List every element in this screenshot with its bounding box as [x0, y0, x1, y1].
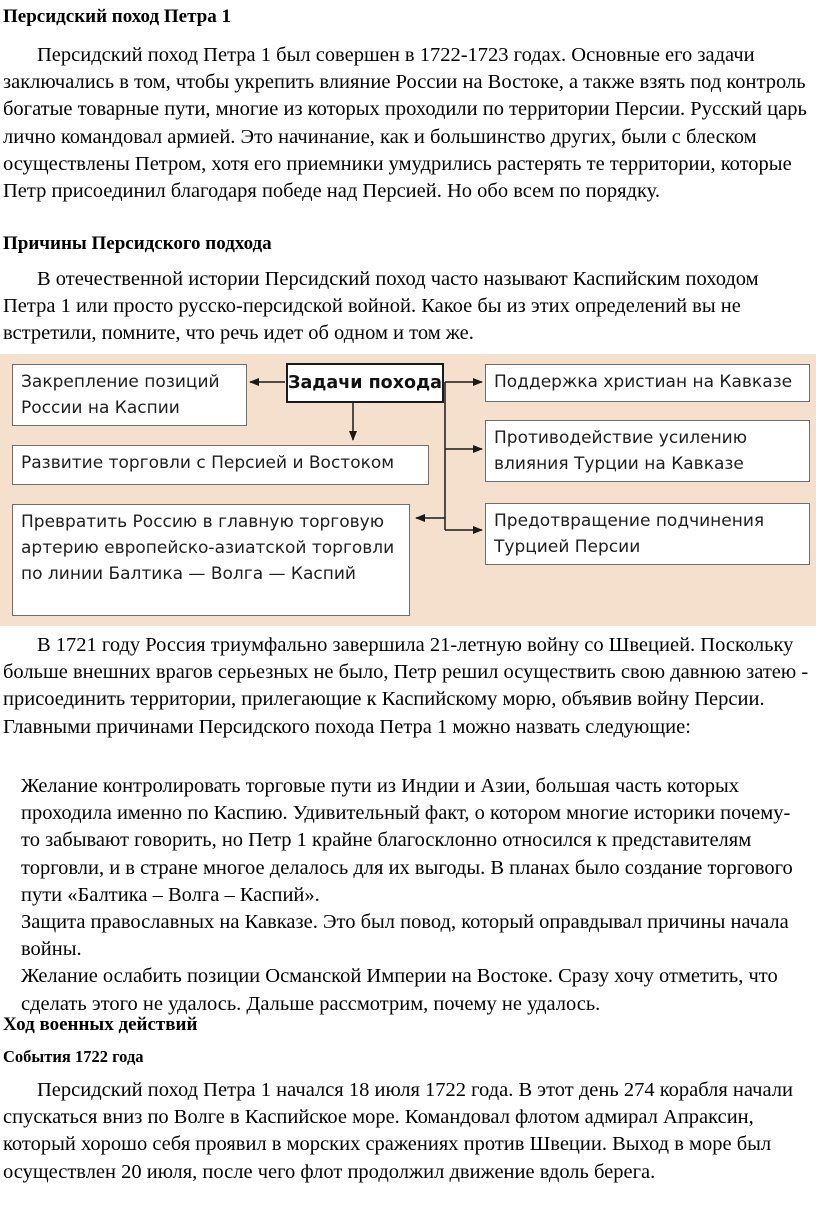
goal-right-1: Поддержка христиан на Кавказе [485, 364, 810, 402]
context-paragraph: В 1721 году Россия триумфально завершила 21-летную войну со Швецией. Поскольку больше внешних врагов серьезных не было, Петр решил осуществить свою давнюю затею - присоединить территории, прилегающие к Каспийскому морю, объявив войну Персии. Главными причинами Персидского похода Петра 1 можно назвать следующие: [3, 634, 809, 738]
cause-item: Желание ослабить позиции Османской Империи на Востоке. Сразу хочу отметить, что сделать этого не удалось. Дальше рассмотрим, почему не удалось. [21, 965, 778, 1015]
main-heading: Персидский поход Петра 1 [3, 6, 231, 27]
goal-left-1: Закрепление позиций России на Каспии [12, 364, 247, 426]
goals-center-box: Задачи похода [286, 363, 444, 403]
campaign-goals-diagram [0, 354, 816, 626]
events-1722-heading: События 1722 года [3, 1047, 144, 1066]
war-heading: Ход военных действий [3, 1014, 198, 1035]
cause-item: Защита православных на Кавказе. Это был повод, который оправдывал причины начала войны. [21, 911, 789, 961]
goal-right-2: Противодействие усилению влияния Турции на Кавказе [485, 420, 810, 482]
goal-left-3: Превратить Россию в главную торговую артерию европейско-азиатской торговли по линии Балтика — Волга — Каспий [12, 504, 410, 616]
goal-left-2: Развитие торговли с Персией и Востоком [12, 445, 429, 485]
cause-item: Желание контролировать торговые пути из Индии и Азии, большая часть которых проходила именно по Каспию. Удивительный факт, о котором многие историки почему-то забывают говорить, но Петр 1 крайне благосклонно относился к представителям торговли, и в стране многое делалось для их выгоды. В планах было создание торгового пути «Балтика – Волга – Каспий». [21, 775, 793, 906]
reasons-intro-paragraph: В отечественной истории Персидский поход часто называют Каспийским походом Петра 1 или просто русско-персидской войной. Какое бы из этих определений вы не встретили, помните, что речь идет об одном и том же. [3, 268, 759, 345]
goal-right-3: Предотвращение подчинения Турцией Персии [485, 503, 810, 565]
events-1722-paragraph: Персидский поход Петра 1 начался 18 июля 1722 года. В этот день 274 корабля начали спускаться вниз по Волге в Каспийское море. Командовал флотом адмирал Апраксин, который хорошо себя проявил в морских сражениях против Швеции. Выход в море был осуществлен 20 июля, после чего флот продолжил движение вдоль берега. [3, 1079, 793, 1183]
intro-paragraph: Персидский поход Петра 1 был совершен в 1722-1723 годах. Основные его задачи заключались в том, чтобы укрепить влияние России на Востоке, а также взять под контроль богатые товарные пути, многие из которых проходили по территории Персии. Русский царь лично командовал армией. Это начинание, как и большинство других, были с блеском осуществлены Петром, хотя его приемники умудрились растерять те территории, которые Петр присоединил благодаря победе над Персией. Но обо всем по порядку. [3, 44, 807, 203]
causes-list [18, 773, 808, 1018]
reasons-heading: Причины Персидского подхода [3, 233, 272, 254]
